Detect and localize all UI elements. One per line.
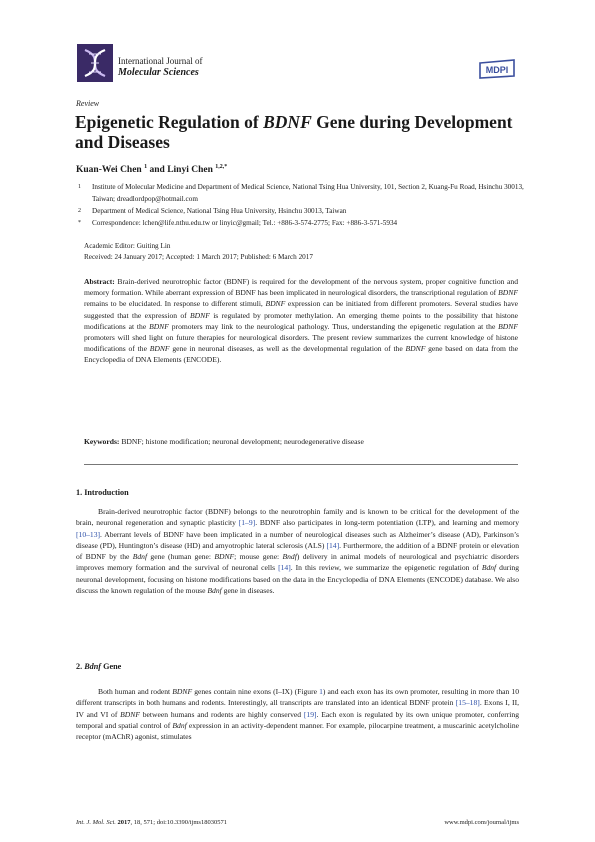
dna-helix-icon [77, 44, 113, 82]
body-text: . BDNF also participates in long-term potentiation (LTP), and learning and memory [255, 518, 519, 528]
title-part1: Epigenetic Regulation of [75, 112, 264, 132]
body-text: . In this review, we summarize the epigenetic regulation of [290, 563, 482, 573]
footer-citation [76, 819, 227, 826]
body-text: . Each exon is regulated by its own unique promoter, conferring temporal and spatial control of [76, 709, 519, 730]
gene-name: BDNF [149, 344, 170, 354]
abstract-text: gene in neuronal diseases, as well as the developmental regulation of the [169, 344, 406, 354]
body-text: ) and each exon has its own promoter, resulting in more than 10 different transcripts in both humans and rodents. Interestingly, all transcripts are translated into an identical BDNF protein [76, 687, 519, 708]
author-2[interactable]: Linyi Chen [167, 165, 216, 176]
abstract-text: promoters may link to the neurological pathology. Thus, understanding the epigenetic regulation at the [168, 321, 499, 331]
article-type: Review [76, 99, 100, 108]
body-text: ; mouse gene: [234, 552, 283, 562]
title-part2: Gene during Development and Diseases [75, 112, 513, 152]
section-heading-introduction: 1. Introduction [76, 488, 129, 497]
gene-name: Bdnf [481, 563, 497, 573]
body-text: gene in diseases. [221, 586, 275, 596]
gene-name: BDNF [498, 321, 518, 331]
section-number: 2. [76, 662, 85, 671]
body-text: gene (human gene: [147, 552, 215, 562]
introduction-paragraph [76, 506, 519, 596]
gene-name: Bdnf [84, 662, 102, 671]
affiliation-text: Department of Medical Science, National Tsing Hua University, Hsinchu 30013, Taiwan [92, 207, 347, 215]
gene-name: Bdnf [132, 552, 148, 562]
body-text: . Exons I, II, IV and VI of [76, 698, 519, 719]
body-text: genes contain nine exons (I–IX) (Figure [192, 687, 320, 696]
affiliation-item [76, 217, 526, 229]
keywords [84, 436, 518, 447]
affiliations [76, 181, 526, 229]
abstract-text: promoters will shed light on future therapies for neurological disorders. The present review summarizes the current knowledge of histone modifications of the [84, 333, 518, 354]
gene-name: BDNF [172, 687, 193, 696]
abstract [84, 276, 518, 366]
body-text: ) delivery in animal models of neurological and psychiatric disorders improves memory formation and the survival of neuronal cells [76, 552, 520, 573]
citation-link[interactable]: [1–9] [238, 518, 256, 528]
publisher-name: MDPI [485, 65, 509, 75]
citation-link[interactable]: [19] [303, 709, 317, 719]
body-text: . Furthermore, the addition of a BDNF protein or elevation of BDNF by the [76, 540, 520, 562]
footer-url[interactable]: www.mdpi.com/journal/ijms [444, 819, 519, 826]
citation-link[interactable]: [14] [326, 540, 340, 550]
keywords-label: Keywords: [84, 437, 120, 446]
citation-link[interactable]: [10–13] [76, 529, 101, 539]
section-heading-bdnf-gene [76, 662, 121, 671]
affiliation-text: Institute of Molecular Medicine and Department of Medical Science, National Tsing Hua University, 101, Section 2, Kuang-Fu Road, Hsinchu 30013, Taiwan; dreadlordpop@hotmail.com [92, 183, 524, 203]
affiliation-item [76, 181, 526, 205]
gene-name: BDNF [405, 344, 426, 354]
abstract-text: is regulated by promoter methylation. An emerging theme points to the possibility that histone modifications at the [84, 310, 518, 331]
gene-name: BDNF [498, 288, 518, 298]
keywords-text: BDNF; histone modification; neuronal development; neurodegenerative disease [119, 437, 364, 446]
gene-name: BDNF [149, 321, 169, 331]
journal-name-line1: International Journal of [118, 56, 203, 66]
abstract-text: Brain-derived neurotrophic factor (BDNF) is required for the development of the nervous system, proper cognitive function and memory formation. While aberrant expression of BDNF has been implicated in neurological disorders, the transcriptional regulation of [84, 277, 518, 298]
abstract-label: Abstract: [84, 277, 115, 286]
gene-name: BDNF [214, 552, 235, 562]
publication-dates [84, 241, 313, 263]
body-text: Both human and rodent [98, 687, 173, 696]
section-title: Gene [101, 662, 122, 671]
abstract-text: remains to be elucidated. In response to different stimuli, [84, 299, 266, 309]
journal-name [118, 56, 202, 78]
affiliation-mark: * [78, 220, 81, 226]
author-1[interactable]: Kuan-Wei Chen [76, 165, 145, 176]
body-text: . Aberrant levels of BDNF have been implicated in a number of neurological diseases such as Alzheimer’s disease (AD), Parkinson’s disease (PD), Huntington’s disease (HD) and amyotrophic lateral sclerosis (ALS) [76, 529, 519, 550]
figure-link[interactable]: 1 [319, 687, 323, 696]
date-history: Received: 24 January 2017; Accepted: 1 March 2017; Published: 6 March 2017 [84, 253, 313, 261]
footer-doi[interactable]: , 18, 571; doi:10.3390/ijms18030571 [130, 819, 227, 826]
gene-name: Bdnf [207, 586, 222, 596]
footer-year: 2017 [115, 819, 131, 826]
body-text: between humans and rodents are highly conserved [139, 709, 304, 719]
footer-journal: Int. J. Mol. Sci. [76, 819, 116, 826]
citation-link[interactable]: [14] [278, 563, 291, 573]
affiliation-item [76, 205, 526, 217]
gene-name: BDNF [265, 299, 286, 309]
divider [84, 464, 518, 465]
body-text: expression in an activity-dependent manner. For example, pilocarpine treatment, a muscarinic acetylcholine receptor (mAChR) agonist, stimulates [76, 720, 520, 742]
author-and: and [147, 165, 168, 176]
bdnf-gene-paragraph [76, 686, 519, 742]
gene-name: Bndf [282, 552, 297, 562]
citation-link[interactable]: [15–18] [455, 698, 480, 708]
abstract-text: expression can be initiated from different promoters. Several studies have suggested that the expression of [84, 299, 518, 320]
affiliation-mark: 2 [78, 208, 81, 214]
journal-name-line2: Molecular Sciences [118, 67, 199, 78]
author-2-affil: 1,2,* [215, 164, 228, 170]
gene-name: BDNF [120, 709, 140, 719]
title-gene: BDNF [263, 112, 312, 132]
affiliation-mark: 1 [78, 184, 81, 190]
academic-editor: Academic Editor: Guiting Lin [84, 242, 171, 250]
gene-name: Bdnf [172, 720, 187, 730]
correspondence-text: Correspondence: lchen@life.nthu.edu.tw or linyic@gmail; Tel.: +886-3-574-2775; Fax: +886-3-571-5934 [92, 219, 398, 227]
author-1-affil: 1 [144, 164, 148, 170]
body-text: Brain-derived neurotrophic factor (BDNF) belongs to the neurotrophin family and is known to be critical for the development of the brain, neuronal regeneration and synaptic plasticity [76, 507, 519, 528]
body-text: during neuronal development, focusing on histone modifications based on the data in the Encyclopedia of DNA Elements (ENCODE) database. We also discuss the known regulation of the mouse [76, 563, 519, 596]
article-title [75, 112, 525, 152]
gene-name: BDNF [190, 310, 210, 320]
author-list [76, 164, 227, 175]
mdpi-logo[interactable] [476, 59, 518, 79]
abstract-text: gene based on data from the Encyclopedia of DNA Elements (ENCODE). [84, 344, 518, 365]
